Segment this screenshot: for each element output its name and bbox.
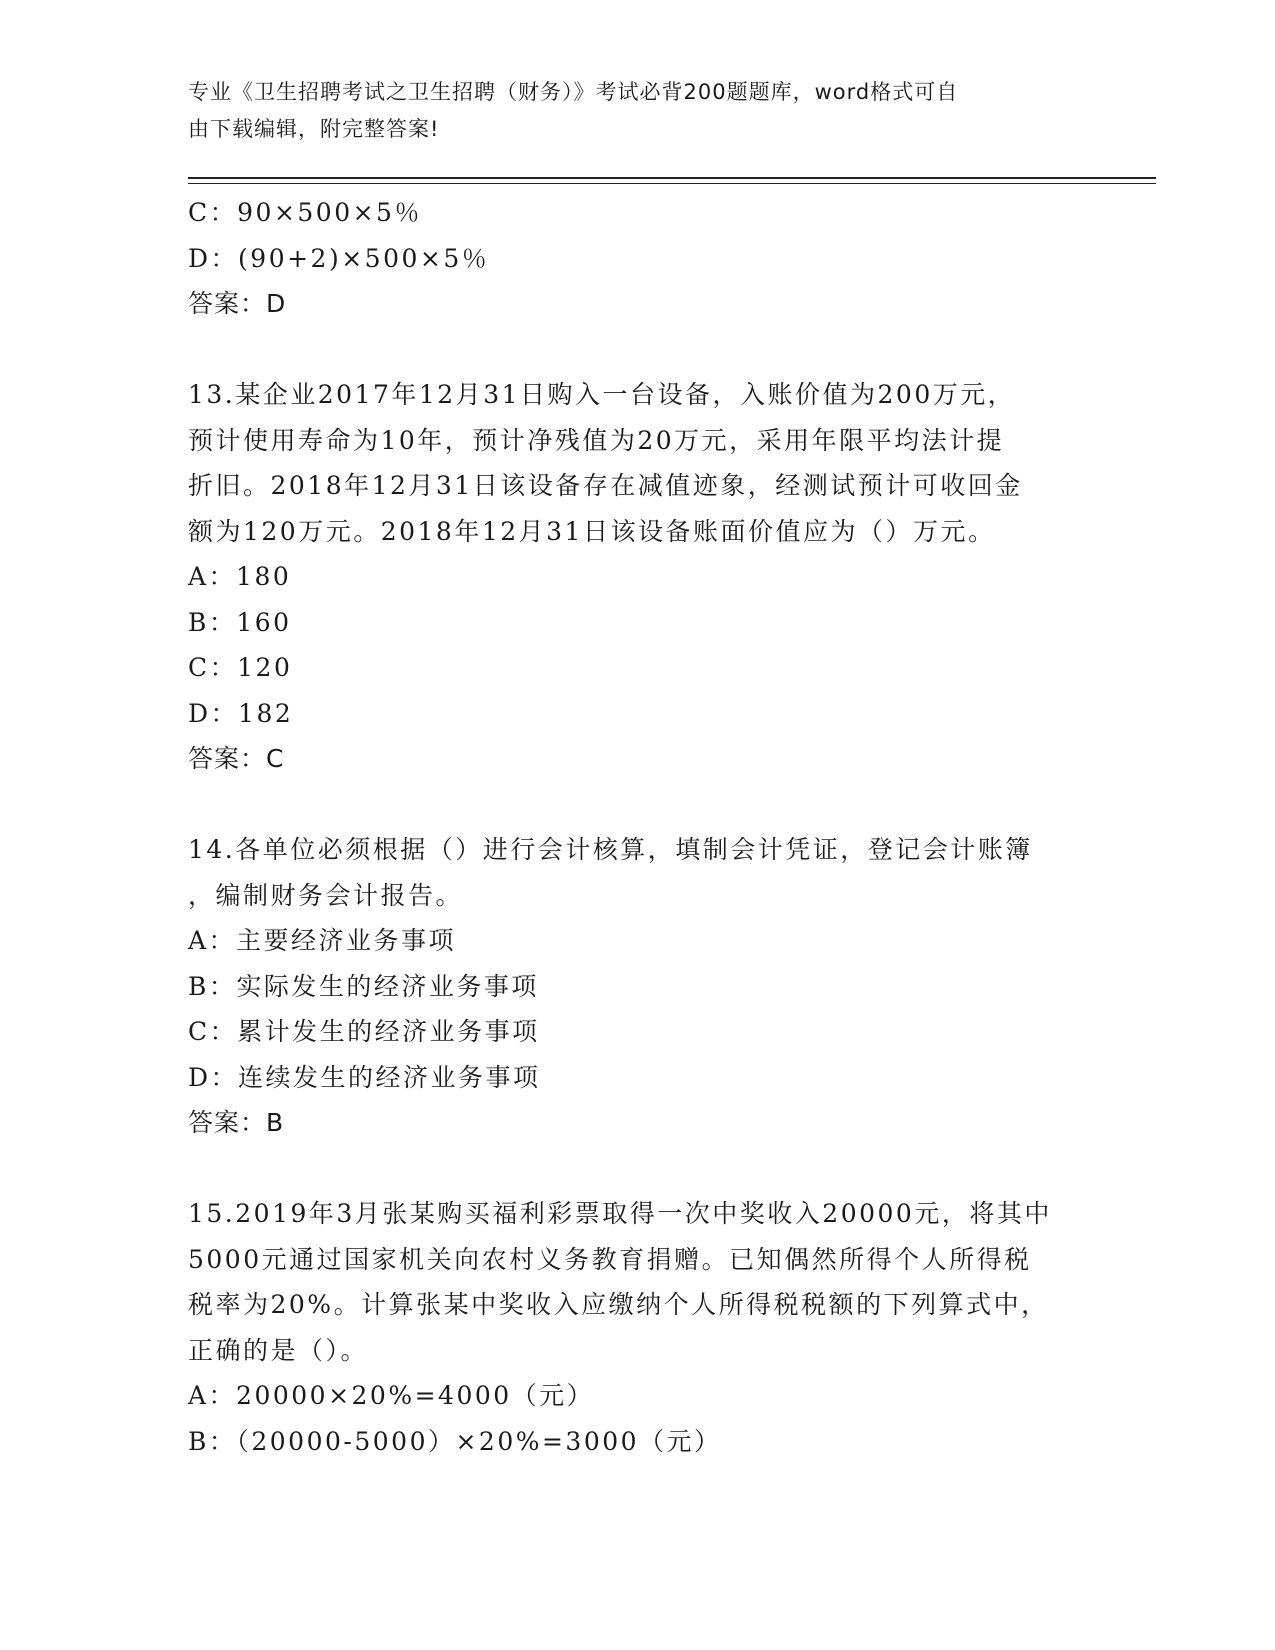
question-text-line: 正确的是（）。 (188, 1335, 369, 1365)
header-line-1: 专业《卫生招聘考试之卫生招聘（财务）》考试必背200题题库，word格式可自 (188, 80, 959, 104)
question-text-line: ，编制财务会计报告。 (188, 880, 464, 910)
document-header (188, 74, 1068, 148)
document-body (188, 190, 1088, 1464)
answer-line: 答案：C (188, 744, 285, 773)
question-text-line: 折旧。2018年12月31日该设备存在减值迹象，经测试预计可收回金 (188, 471, 1023, 500)
option-c: C：120 (188, 653, 293, 682)
question-text-line: 13.某企业2017年12月31日购入一台设备，入账价值为200万元， (188, 380, 1016, 409)
option-d: D：(90+2)×500×5％ (188, 243, 490, 273)
option-c: C：累计发生的经济业务事项 (188, 1017, 540, 1046)
option-a: A：主要经济业务事项 (188, 926, 457, 955)
option-a: A：180 (188, 562, 292, 591)
question-13 (188, 372, 1088, 782)
option-b: B：（20000-5000）×20%=3000（元） (188, 1426, 722, 1456)
question-12-tail (188, 190, 1088, 327)
question-text-line: 税率为20%。计算张某中奖收入应缴纳个人所得税税额的下列算式中， (188, 1290, 1049, 1319)
question-text-line: 14.各单位必须根据（）进行会计核算，填制会计凭证，登记会计账簿 (188, 835, 1033, 864)
spacer (188, 327, 1088, 373)
header-line-2: 由下载编辑，附完整答案! (188, 117, 440, 141)
option-a: A：20000×20%=4000（元） (188, 1381, 595, 1410)
question-text-line: 5000元通过国家机关向农村义务教育捐赠。已知偶然所得个人所得税 (188, 1244, 1032, 1274)
option-d: D：182 (188, 698, 294, 728)
question-text-line: 预计使用寿命为10年，预计净残值为20万元，采用年限平均法计提 (188, 425, 1005, 455)
question-15 (188, 1191, 1088, 1464)
question-14 (188, 827, 1088, 1146)
spacer (188, 1146, 1088, 1192)
header-rule-thin (188, 183, 1156, 184)
question-text-line: 额为120万元。2018年12月31日该设备账面价值应为（）万元。 (188, 516, 996, 546)
spacer (188, 782, 1088, 828)
answer-line: 答案：B (188, 1108, 285, 1137)
header-rule-thick (188, 177, 1156, 179)
option-c: C：90×500×5％ (188, 198, 422, 227)
option-b: B：160 (188, 607, 292, 637)
option-b: B：实际发生的经济业务事项 (188, 971, 539, 1001)
answer-line: 答案：D (188, 289, 287, 318)
question-text-line: 15.2019年3月张某购买福利彩票取得一次中奖收入20000元，将其中 (188, 1199, 1052, 1228)
option-d: D：连续发生的经济业务事项 (188, 1062, 541, 1092)
